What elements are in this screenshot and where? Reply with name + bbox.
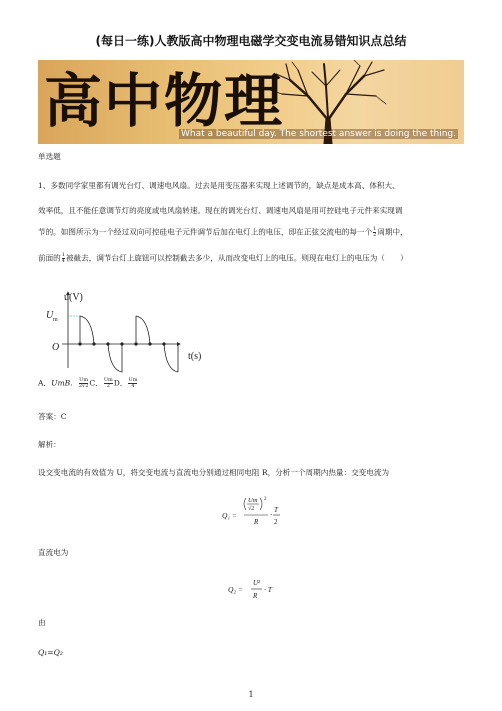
- question-line-3-text: 节的。如图所示为一个经过双向可控硅电子元件调节后加在电灯上的电压，即在正弦交流电的每一个: [38, 227, 373, 237]
- origin-label: O: [52, 342, 60, 353]
- q1-denominator: R: [254, 518, 259, 526]
- analysis-intro: 设交变电流的有效值为 U，将交变电流与直流电分别通过相同电阻 R，分析一个周期内热量：交变电流为: [38, 468, 390, 477]
- q1-lhs: Q₁ =: [222, 511, 237, 520]
- question-line-4: [38, 253, 408, 264]
- q1-t-num: T: [274, 506, 278, 514]
- banner-image: [38, 60, 464, 144]
- formula-q2: [228, 574, 288, 612]
- by-label: 由: [38, 618, 46, 627]
- option-d-value: $\frac{Um}{4}$: [128, 377, 138, 389]
- q1-exponent: 2: [264, 497, 267, 502]
- q2-lhs: Q₂ =: [228, 585, 243, 594]
- section-heading: 单选题: [38, 152, 61, 161]
- um-label: U: [46, 310, 54, 321]
- analysis-label: 解析：: [38, 440, 61, 449]
- question-line-4-start: 前面的: [38, 253, 61, 263]
- option-c-label: C．: [89, 378, 103, 388]
- formula-q1: [222, 492, 292, 542]
- option-a-value: UmB．: [51, 378, 78, 388]
- q2-rhs: · T: [264, 585, 272, 594]
- q1-t-den: 2: [274, 518, 278, 526]
- banner-title: 高中物理: [44, 67, 285, 135]
- document-title: (每日一练)人教版高中物理电磁学交变电流易错知识点总结: [95, 34, 407, 48]
- svg-text:·: ·: [270, 511, 273, 519]
- dc-label: 直流电为: [38, 548, 69, 557]
- option-b-value: $\frac{Um}{2√2}$: [78, 377, 89, 389]
- question-line-3: [38, 227, 408, 238]
- option-a-label: A．: [38, 378, 52, 388]
- fraction-half: $\frac{1}{2}$: [373, 226, 377, 238]
- question-line-2: 效率低，且不能任意调节灯的亮度或电风扇转速。现在的调光台灯、调速电风扇是用可控硅电子元件来实现调: [38, 206, 403, 215]
- banner-tagline: What a beautiful day. The shortest answer is doing the thing.: [180, 129, 456, 139]
- question-line-1: 1、多数同学家里都有调光台灯、调速电风扇。过去是用变压器来实现上述调节的，缺点是成本高、体积大、: [38, 181, 400, 190]
- q1-inner-den: √2: [248, 506, 255, 512]
- page-number: 1: [248, 690, 254, 699]
- q2-denominator: R: [253, 592, 258, 600]
- q-equality: Q₁=Q₂: [38, 648, 63, 657]
- y-axis-label: u(V): [64, 292, 83, 303]
- option-c-value: $\frac{Um}{2}$: [103, 377, 113, 389]
- question-line-3-end: 周期中，: [377, 227, 408, 237]
- voltage-time-graph: [40, 286, 220, 376]
- answer-options: [38, 378, 138, 389]
- q1-inner-num: Um: [248, 497, 258, 504]
- question-line-4-text: 被截去，调节台灯上旋钮可以控制截去多少，从而改变电灯上的电压。则现在电灯上的电压为（ ）: [65, 253, 408, 263]
- answer-text: 答案：C: [38, 412, 67, 421]
- option-d-label: D．: [113, 378, 128, 388]
- fraction-quarter: $\frac{1}{4}$: [61, 252, 65, 264]
- q2-numerator: U²: [253, 579, 261, 587]
- x-axis-label: t(s): [188, 351, 202, 362]
- um-subscript: m: [53, 317, 58, 323]
